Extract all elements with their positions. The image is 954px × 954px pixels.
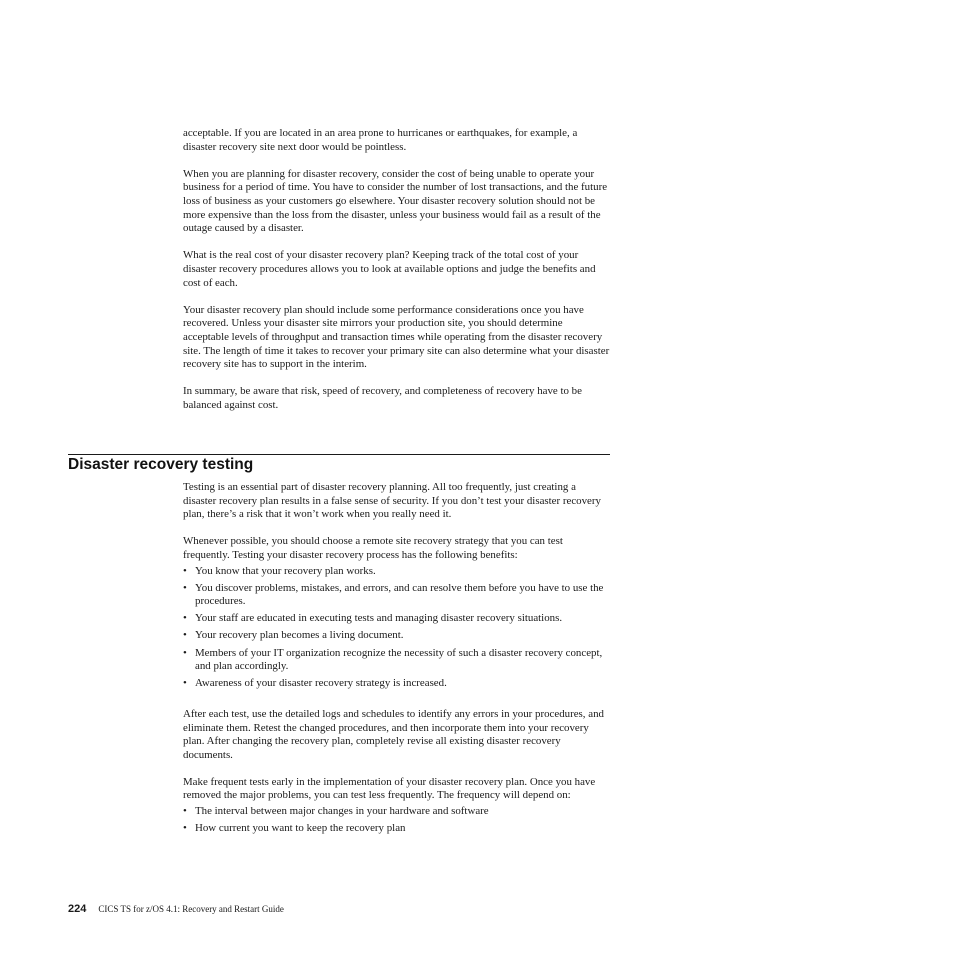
list-item-text: The interval between major changes in your hardware and software [195, 805, 489, 818]
section-text [183, 481, 611, 839]
intro-text [183, 127, 611, 412]
list-item-text: You discover problems, mistakes, and errors, and can resolve them before you have to use the procedures. [195, 581, 604, 608]
intro-paragraph: In summary, be aware that risk, speed of recovery, and completeness of recovery have to be balanced against cost. [183, 385, 582, 411]
list-item [183, 805, 611, 819]
bullet-icon: • [183, 612, 187, 625]
intro-paragraph: What is the real cost of your disaster recovery plan? Keeping track of the total cost of your disaster recovery procedures allows you to look at available options and judge the benefits and cost of each. [183, 249, 596, 289]
list-item [183, 612, 611, 626]
bullet-icon: • [183, 646, 187, 659]
list-item-text: You know that your recovery plan works. [195, 564, 376, 577]
bullet-icon: • [183, 822, 187, 835]
bullet-icon: • [183, 677, 187, 690]
section-paragraph: Whenever possible, you should choose a remote site recovery strategy that you can test frequently. Testing your disaster recovery process has the following benefits: [183, 535, 563, 561]
frequency-factors-list [183, 805, 611, 836]
list-item-text: How current you want to keep the recovery plan [195, 822, 406, 835]
bullet-icon: • [183, 629, 187, 642]
list-item-text: Awareness of your disaster recovery strategy is increased. [195, 677, 447, 690]
list-item [183, 582, 611, 609]
list-item-text: Your staff are educated in executing tests and managing disaster recovery situations. [195, 612, 563, 625]
list-item-text: Members of your IT organization recognize the necessity of such a disaster recovery concept, and plan accordingly. [195, 646, 603, 673]
list-item [183, 822, 611, 836]
intro-paragraph: Your disaster recovery plan should include some performance considerations once you have recovered. Unless your disaster site mirrors your production site, you should determine acceptable levels of throughput and transaction times while operating from the disaster recovery site. The length of time it takes to recover your primary site can also determine what your disaster recovery site has to support in the interim. [183, 303, 610, 371]
section-heading: Disaster recovery testing [68, 456, 254, 473]
page-number: 224 [68, 903, 87, 915]
bullet-icon: • [183, 805, 187, 818]
page-footer [68, 903, 284, 915]
section-paragraph: Make frequent tests early in the implementation of your disaster recovery plan. Once you have removed the major problems, you can test less frequently. The frequency will depend on: [183, 775, 596, 802]
bullet-icon: • [183, 564, 187, 577]
intro-paragraph: acceptable. If you are located in an area prone to hurricanes or earthquakes, for example, a disaster recovery site next door would be pointless. [183, 127, 578, 153]
list-item [183, 647, 611, 674]
bullet-icon: • [183, 581, 187, 594]
list-item [183, 565, 611, 579]
list-item [183, 677, 611, 691]
list-item [183, 629, 611, 643]
list-item-text: Your recovery plan becomes a living document. [195, 629, 404, 642]
book-title: CICS TS for z/OS 4.1: Recovery and Restart Guide [98, 904, 284, 914]
section-paragraph: Testing is an essential part of disaster recovery planning. All too frequently, just creating a disaster recovery plan results in a false sense of security. If you don’t test your disaster recovery plan, there’s a risk that it won’t work when you really need it. [183, 481, 601, 521]
benefits-list [183, 565, 611, 691]
section-paragraph: After each test, use the detailed logs and schedules to identify any errors in your procedures, and eliminate them. Retest the changed procedures, and then incorporate them into your recovery plan. After changing the recovery plan, completely revise all existing disaster recovery documents. [183, 707, 604, 761]
intro-paragraph: When you are planning for disaster recovery, consider the cost of being unable to operate your business for a period of time. You have to consider the number of lost transactions, and the future loss of business as your customers go elsewhere. Your disaster recovery solution should not be more expensive than the loss from the disaster, unless your business would fail as a result of the outage caused by a disaster. [183, 167, 608, 235]
section-rule [68, 454, 610, 455]
